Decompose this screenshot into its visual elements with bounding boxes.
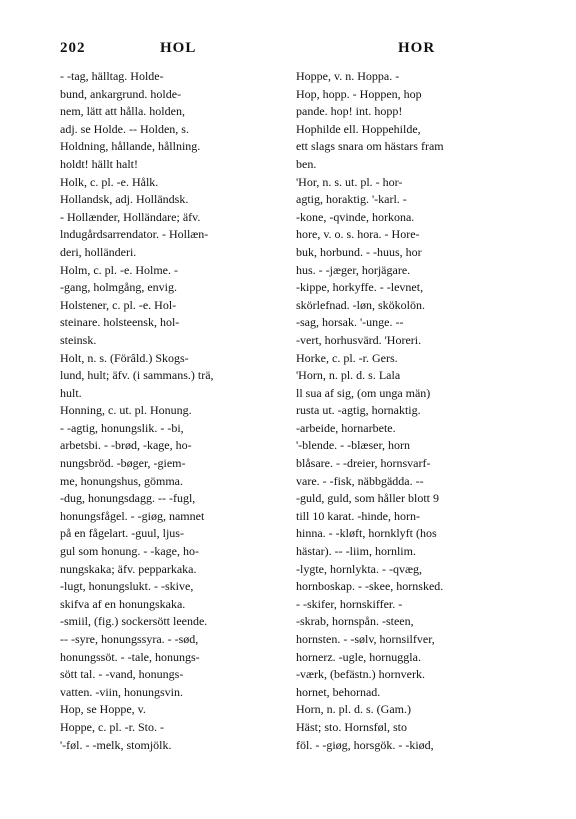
dictionary-line: hornet, behornad. [296,684,381,699]
dictionary-line: blåsare. - -dreier, hornsvarf- [296,456,431,471]
dictionary-line: Häst; sto. Hornsføl, sto [296,719,407,734]
dictionary-line: steinsk. [60,332,97,347]
dictionary-line: -kone, -qvinde, horkona. [296,209,415,224]
dictionary-line: - Hollænder, Holländare; äfv. [60,209,201,224]
dictionary-line: nem, lätt att hålla. holden, [60,104,185,119]
dictionary-line: Hoppe, v. n. Hoppa. - [296,69,400,83]
dictionary-line: - -tag, hälltag. Holde- [60,69,164,83]
dictionary-line: -dug, honungsdagg. -- -fugl, [60,491,196,506]
dictionary-line: hornsten. - -sølv, hornsilfver, [296,632,435,646]
dictionary-line: -lygte, hornlykta. - -qvæg, [296,561,422,576]
dictionary-line: gul som honung. - -kage, ho- [60,544,199,559]
dictionary-line: holdt! hällt halt! [60,156,138,171]
dictionary-line: på en fågelart. -guul, ljus- [60,526,184,541]
dictionary-line: sött tal. - -vand, honungs- [60,667,184,682]
dictionary-line: skifva af en honungskaka. [60,596,186,611]
dictionary-line: -arbeide, hornarbete. [296,420,396,435]
dictionary-line: 'Hor, n. s. ut. pl. - hor- [296,174,403,189]
dictionary-line: Hollandsk, adj. Holländsk. [60,192,189,207]
dictionary-line: -smiil, (fig.) sockersött leende. [60,614,208,629]
dictionary-line: hinna. - -kløft, hornklyft (hos [296,526,437,541]
dictionary-line: -gang, holmgång, envig. [60,280,177,295]
right-column [296,68,522,754]
dictionary-line: steinare. holsteensk, hol- [60,315,180,330]
dictionary-line: honungsfågel. - -giøg, namnet [60,508,205,523]
dictionary-line: Hop, se Hoppe, v. [60,702,146,717]
page-number: 202 [60,40,86,56]
dictionary-line: Hophilde ell. Hoppehilde, [296,121,421,136]
dictionary-line: Hoppe, c. pl. -r. Sto. - [60,719,164,734]
dictionary-line: nungskaka; äfv. pepparkaka. [60,561,197,576]
dictionary-line: Hop, hopp. - Hoppen, hop [296,86,422,101]
left-column [60,68,286,754]
dictionary-line: vare. - -fisk, näbbgädda. -- [296,473,424,488]
dictionary-line: hore, v. o. s. hora. - Hore- [296,227,420,242]
dictionary-line: 'Horn, n. pl. d. s. Lala [296,368,401,383]
dictionary-line: Holdning, hållande, hållning. [60,139,201,154]
dictionary-line: honungssöt. - -tale, honungs- [60,649,200,664]
dictionary-line: -guld, guld, som håller blott 9 [296,491,439,506]
dictionary-line: Honning, c. ut. pl. Honung. [60,403,192,418]
dictionary-line: Horn, n. pl. d. s. (Gam.) [296,702,411,717]
dictionary-line: lndugårdsarrendator. - Hollæn- [60,227,209,242]
dictionary-line: - -skifer, hornskiffer. - [296,596,403,611]
dictionary-line: hornerz. -ugle, hornuggla. [296,649,421,664]
dictionary-line: agtig, horaktig. '-karl. - [296,192,407,207]
dictionary-line: föl. - -giøg, horsgök. - -kiød, [296,737,434,752]
dictionary-line: buk, horbund. - -huus, hor [296,244,422,259]
dictionary-line: ll sua af sig, (om unga män) [296,385,431,400]
dictionary-line: vatten. -viin, honungsvin. [60,684,183,699]
dictionary-line: -lugt, honungslukt. - -skive, [60,579,194,594]
dictionary-line: '-blende. - -blæser, horn [296,438,410,453]
dictionary-line: -værk, (befästn.) hornverk. [296,667,425,682]
dictionary-line: Holk, c. pl. -e. Hålk. [60,174,159,189]
dictionary-line: hornboskap. - -skee, hornsked. [296,579,444,594]
dictionary-line: '-føl. - -melk, stomjölk. [60,737,172,752]
dictionary-line: arbetsbi. - -brød, -kage, ho- [60,438,192,453]
dictionary-line: -skrab, hornspån. -steen, [296,614,414,629]
dictionary-line: hult. [60,385,82,400]
dictionary-line: bund, ankargrund. holde- [60,86,182,101]
dictionary-line: -vert, horhusvärd. 'Horeri. [296,332,422,347]
dictionary-line: - -agtig, honungslik. - -bi, [60,420,184,435]
page-header [60,40,516,64]
dictionary-line: -- -syre, honungssyra. - -sød, [60,632,199,646]
dictionary-line: deri, holländeri. [60,244,137,259]
dictionary-line: Horke, c. pl. -r. Gers. [296,350,398,365]
dictionary-line: Holt, n. s. (Förâld.) Skogs- [60,350,189,365]
dictionary-line: skörlefnad. -løn, skökolön. [296,297,425,312]
dictionary-line: lund, hult; äfv. (i sammans.) trä, [60,368,214,383]
dictionary-line: ett slags snara om hästars fram [296,139,444,154]
dictionary-line: pande. hop! int. hopp! [296,104,403,119]
dictionary-line: me, honungshus, gömma. [60,473,183,488]
dictionary-line: adj. se Holde. -- Holden, s. [60,121,189,136]
dictionary-line: hästar). -- -liim, hornlim. [296,544,416,559]
dictionary-line: -sag, horsak. '-unge. -- [296,315,404,330]
dictionary-line: Holm, c. pl. -e. Holme. - [60,262,178,277]
dictionary-line: ben. [296,156,317,171]
dictionary-line: nungsbröd. -bøger, -giem- [60,456,186,471]
dictionary-line: hus. - -jæger, horjägare. [296,262,411,277]
right-running-head: HOR [398,40,436,56]
left-running-head: HOL [160,40,197,56]
dictionary-line: till 10 karat. -hinde, horn- [296,508,420,523]
dictionary-line: rusta ut. -agtig, hornaktig. [296,403,421,418]
dictionary-line: -kippe, horkyffe. - -levnet, [296,280,424,295]
dictionary-line: Holstener, c. pl. -e. Hol- [60,297,177,312]
